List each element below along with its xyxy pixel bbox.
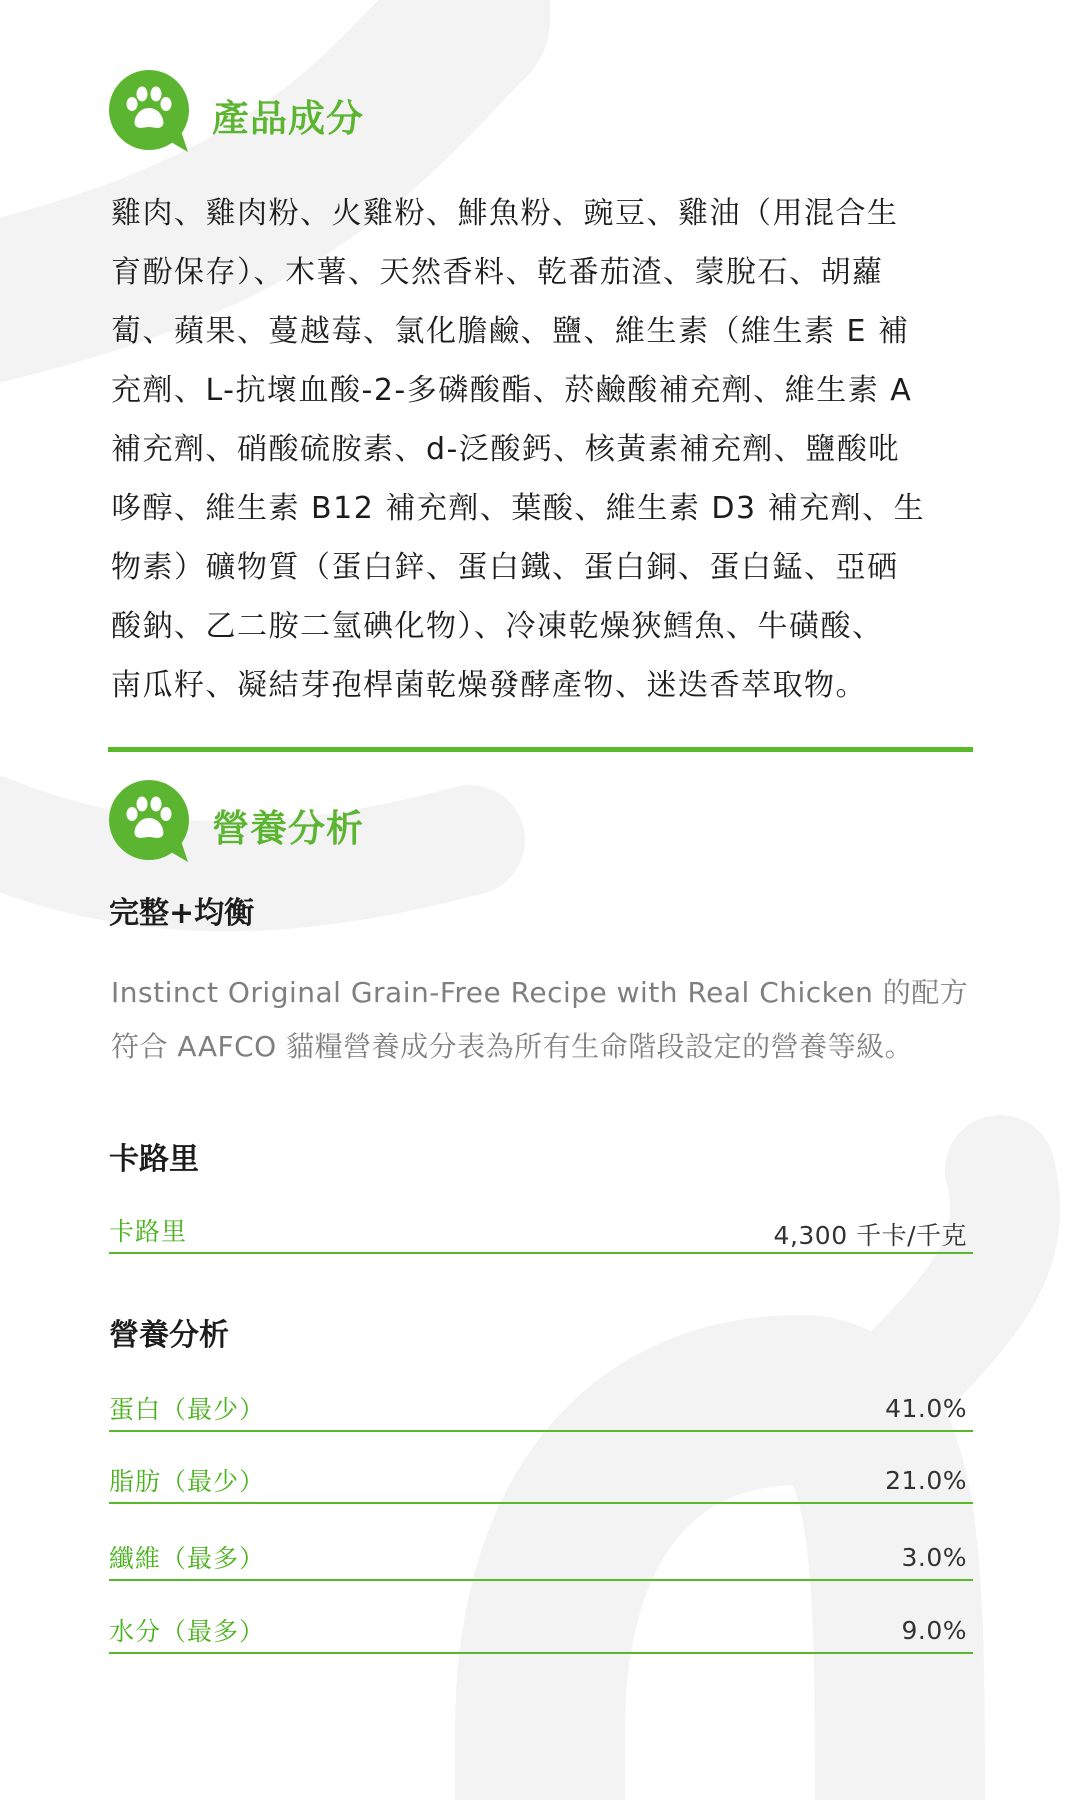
ingredient-line: 哆醇、維生素 B12 補充劑、葉酸、維生素 D3 補充劑、生 bbox=[111, 491, 926, 526]
paw-speech-bubble-icon bbox=[108, 780, 190, 864]
analysis-row-protein bbox=[109, 1384, 973, 1432]
nutrition-section-header bbox=[108, 780, 708, 864]
section-title: 營養分析 bbox=[212, 807, 364, 850]
ingredient-line: 育酚保存）、木薯、天然香料、乾番茄渣、蒙脫石、胡蘿 bbox=[111, 255, 884, 290]
ingredient-line: 補充劑、硝酸硫胺素、d-泛酸鈣、核黃素補充劑、鹽酸吡 bbox=[111, 432, 900, 467]
ingredient-line: 雞肉、雞肉粉、火雞粉、鯡魚粉、豌豆、雞油（用混合生 bbox=[111, 196, 899, 231]
nutrition-description bbox=[111, 966, 991, 1074]
analysis-row-fat bbox=[109, 1456, 973, 1504]
row-value: 21.0% bbox=[885, 1466, 967, 1495]
calorie-heading: 卡路里 bbox=[109, 1142, 199, 1177]
row-value: 4,300 千卡/千克 bbox=[773, 1221, 967, 1250]
ingredient-line: 南瓜籽、凝結芽孢桿菌乾燥發酵產物、迷迭香萃取物。 bbox=[111, 668, 867, 703]
row-value: 3.0% bbox=[901, 1543, 967, 1572]
ingredient-line: 酸鈉、乙二胺二氫碘化物）、冷凍乾燥狹鱈魚、牛磺酸、 bbox=[111, 609, 884, 644]
section-title: 產品成分 bbox=[212, 97, 364, 140]
row-label: 卡路里 bbox=[109, 1217, 188, 1246]
ingredient-line: 蔔、蘋果、蔓越莓、氯化膽鹼、鹽、維生素（維生素 E 補 bbox=[111, 314, 910, 349]
calorie-row bbox=[109, 1206, 973, 1254]
row-label: 蛋白（最少） bbox=[109, 1395, 266, 1424]
row-label: 纖維（最多） bbox=[109, 1544, 266, 1573]
row-value: 41.0% bbox=[885, 1394, 967, 1423]
row-label: 脂肪（最少） bbox=[109, 1467, 266, 1496]
analysis-row-moisture bbox=[109, 1606, 973, 1654]
paw-speech-bubble-icon bbox=[108, 70, 190, 154]
nutrition-subtitle: 完整+均衡 bbox=[109, 896, 255, 931]
row-label: 水分（最多） bbox=[109, 1617, 266, 1646]
analysis-heading: 營養分析 bbox=[109, 1318, 229, 1353]
ingredients-section-header bbox=[108, 70, 708, 154]
ingredients-text bbox=[111, 184, 971, 715]
description-line: 符合 AAFCO 貓糧營養成分表為所有生命階段設定的營養等級。 bbox=[111, 1030, 914, 1063]
row-value: 9.0% bbox=[901, 1616, 967, 1645]
ingredient-line: 充劑、L-抗壞血酸-2-多磷酸酯、菸鹼酸補充劑、維生素 A bbox=[111, 373, 913, 408]
description-line: Instinct Original Grain-Free Recipe with Real Chicken 的配方 bbox=[111, 976, 969, 1009]
ingredient-line: 物素）礦物質（蛋白鋅、蛋白鐵、蛋白銅、蛋白錳、亞硒 bbox=[111, 550, 899, 585]
section-divider bbox=[108, 747, 973, 752]
analysis-row-fiber bbox=[109, 1533, 973, 1581]
